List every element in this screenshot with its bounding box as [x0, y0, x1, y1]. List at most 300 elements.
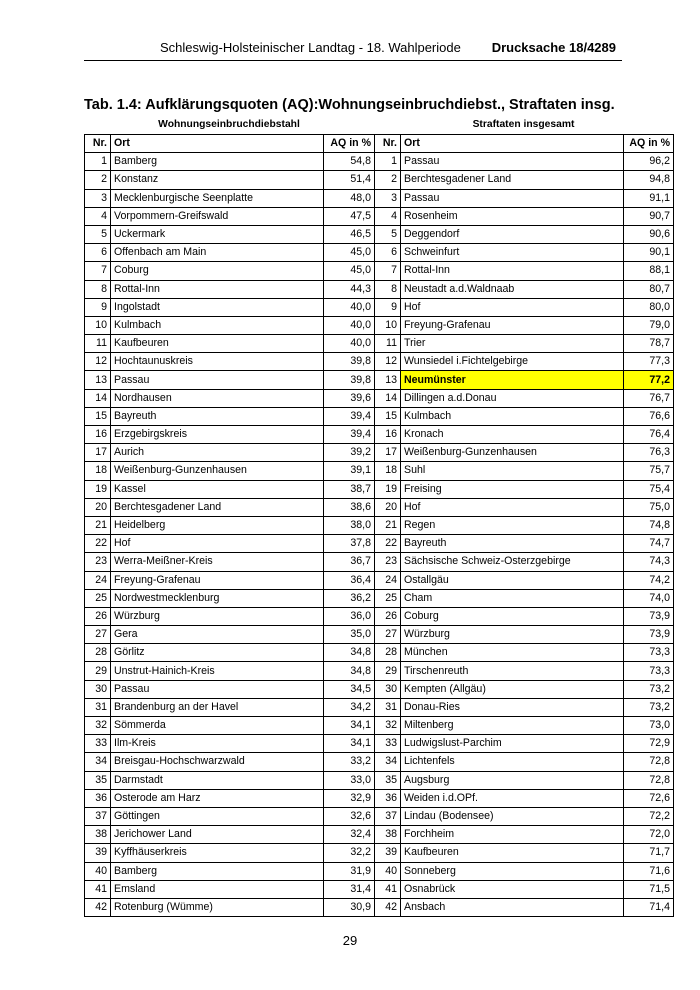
table-row: [85, 862, 674, 880]
cell-aq-right: 72,0: [624, 826, 674, 844]
cell-aq-right: 79,0: [624, 316, 674, 334]
cell-aq-right: 71,7: [624, 844, 674, 862]
table-row: [85, 225, 674, 243]
table-row: [85, 262, 674, 280]
cell-rank-left: 39: [85, 844, 111, 862]
cell-place-right: Coburg: [401, 607, 624, 625]
cell-place-left: Osterode am Harz: [111, 789, 324, 807]
cell-aq-right: 73,0: [624, 717, 674, 735]
cell-place-left: Vorpommern-Greifswald: [111, 207, 324, 225]
cell-place-right: Ansbach: [401, 898, 624, 916]
cell-aq-left: 38,7: [324, 480, 375, 498]
cell-place-right: Trier: [401, 335, 624, 353]
cell-place-right: Kulmbach: [401, 407, 624, 425]
cell-place-left: Rottal-Inn: [111, 280, 324, 298]
cell-rank-right: 3: [375, 189, 401, 207]
cell-rank-right: 37: [375, 807, 401, 825]
table-row: [85, 735, 674, 753]
cell-aq-left: 34,5: [324, 680, 375, 698]
cell-rank-right: 1: [375, 153, 401, 171]
cell-aq-left: 40,0: [324, 316, 375, 334]
cell-aq-left: 45,0: [324, 244, 375, 262]
cell-place-right: Passau: [401, 189, 624, 207]
cell-rank-left: 22: [85, 535, 111, 553]
cell-rank-right: 27: [375, 626, 401, 644]
cell-place-left: Berchtesgadener Land: [111, 498, 324, 516]
cell-place-left: Weißenburg-Gunzenhausen: [111, 462, 324, 480]
cell-rank-right: 15: [375, 407, 401, 425]
page-number: 29: [342, 933, 358, 948]
group-right-label: Straftaten insgesamt: [472, 119, 575, 130]
cell-aq-right: 76,4: [624, 426, 674, 444]
cell-place-right: Augsburg: [401, 771, 624, 789]
cell-place-left: Konstanz: [111, 171, 324, 189]
cell-rank-left: 8: [85, 280, 111, 298]
cell-rank-left: 4: [85, 207, 111, 225]
cell-place-right: Forchheim: [401, 826, 624, 844]
table-row: [85, 753, 674, 771]
cell-aq-right: 71,6: [624, 862, 674, 880]
cell-aq-right: 74,8: [624, 516, 674, 534]
cell-rank-left: 28: [85, 644, 111, 662]
cell-aq-right: 73,9: [624, 607, 674, 625]
cell-rank-left: 18: [85, 462, 111, 480]
cell-rank-right: 22: [375, 535, 401, 553]
header-rule: [84, 60, 622, 61]
cell-aq-left: 39,4: [324, 407, 375, 425]
cell-aq-left: 39,8: [324, 353, 375, 371]
table-body: [85, 153, 674, 917]
table-row: [85, 171, 674, 189]
cell-rank-right: 36: [375, 789, 401, 807]
cell-rank-left: 10: [85, 316, 111, 334]
cell-aq-right: 74,2: [624, 571, 674, 589]
cell-place-left: Rotenburg (Wümme): [111, 898, 324, 916]
cell-aq-right: 74,0: [624, 589, 674, 607]
table-row: [85, 335, 674, 353]
cell-rank-left: 33: [85, 735, 111, 753]
cell-aq-left: 39,2: [324, 444, 375, 462]
cell-place-right: Dillingen a.d.Donau: [401, 389, 624, 407]
cell-aq-left: 48,0: [324, 189, 375, 207]
running-title: Schleswig-Holsteinischer Landtag - 18. Wahlperiode: [160, 40, 461, 55]
table-row: [85, 444, 674, 462]
cell-rank-left: 29: [85, 662, 111, 680]
cell-place-left: Coburg: [111, 262, 324, 280]
cell-place-right: Tirschenreuth: [401, 662, 624, 680]
cell-place-right: Rottal-Inn: [401, 262, 624, 280]
cell-rank-left: 38: [85, 826, 111, 844]
cell-aq-left: 44,3: [324, 280, 375, 298]
cell-rank-right: 30: [375, 680, 401, 698]
col-header-aq-right: AQ in %: [624, 135, 674, 153]
cell-rank-right: 38: [375, 826, 401, 844]
cell-aq-right: 78,7: [624, 335, 674, 353]
cell-aq-left: 39,4: [324, 426, 375, 444]
cell-aq-left: 39,6: [324, 389, 375, 407]
cell-aq-left: 32,4: [324, 826, 375, 844]
cell-rank-left: 3: [85, 189, 111, 207]
cell-aq-right: 76,3: [624, 444, 674, 462]
cell-place-left: Passau: [111, 680, 324, 698]
cell-rank-right: 26: [375, 607, 401, 625]
cell-aq-left: 38,6: [324, 498, 375, 516]
cell-aq-right: 91,1: [624, 189, 674, 207]
cell-place-left: Mecklenburgische Seenplatte: [111, 189, 324, 207]
table-row: [85, 462, 674, 480]
cell-place-right: Osnabrück: [401, 880, 624, 898]
table-row: [85, 717, 674, 735]
cell-rank-left: 19: [85, 480, 111, 498]
cell-rank-right: 41: [375, 880, 401, 898]
cell-place-right: Schweinfurt: [401, 244, 624, 262]
table-row: [85, 498, 674, 516]
cell-aq-right: 77,2: [624, 371, 674, 389]
table-row: [85, 280, 674, 298]
cell-aq-left: 36,2: [324, 589, 375, 607]
col-header-ort-left: Ort: [111, 135, 324, 153]
cell-place-right: Wunsiedel i.Fichtelgebirge: [401, 353, 624, 371]
cell-rank-left: 16: [85, 426, 111, 444]
cell-aq-left: 40,0: [324, 335, 375, 353]
cell-aq-right: 88,1: [624, 262, 674, 280]
table-row: [85, 789, 674, 807]
table-row: [85, 298, 674, 316]
cell-rank-right: 33: [375, 735, 401, 753]
cell-aq-right: 72,9: [624, 735, 674, 753]
cell-place-left: Kulmbach: [111, 316, 324, 334]
table-row: [85, 316, 674, 334]
cell-place-left: Bayreuth: [111, 407, 324, 425]
cell-place-right: Freising: [401, 480, 624, 498]
cell-place-right: München: [401, 644, 624, 662]
cell-aq-left: 38,0: [324, 516, 375, 534]
table-row: [85, 698, 674, 716]
cell-place-right: Weißenburg-Gunzenhausen: [401, 444, 624, 462]
table-row: [85, 644, 674, 662]
table-row: [85, 371, 674, 389]
cell-place-left: Görlitz: [111, 644, 324, 662]
cell-rank-right: 29: [375, 662, 401, 680]
table-row: [85, 880, 674, 898]
cell-aq-left: 31,9: [324, 862, 375, 880]
cell-place-right: Ostallgäu: [401, 571, 624, 589]
cell-rank-right: 13: [375, 371, 401, 389]
cell-rank-left: 31: [85, 698, 111, 716]
table-row: [85, 607, 674, 625]
cell-aq-right: 74,7: [624, 535, 674, 553]
cell-aq-right: 90,1: [624, 244, 674, 262]
cell-aq-left: 36,0: [324, 607, 375, 625]
cell-place-left: Brandenburg an der Havel: [111, 698, 324, 716]
cell-place-left: Ilm-Kreis: [111, 735, 324, 753]
cell-place-left: Würzburg: [111, 607, 324, 625]
cell-rank-left: 17: [85, 444, 111, 462]
cell-aq-right: 76,7: [624, 389, 674, 407]
cell-aq-right: 71,5: [624, 880, 674, 898]
cell-rank-right: 14: [375, 389, 401, 407]
table-row: [85, 553, 674, 571]
cell-rank-right: 16: [375, 426, 401, 444]
cell-rank-right: 40: [375, 862, 401, 880]
cell-place-right: Miltenberg: [401, 717, 624, 735]
cell-aq-left: 34,1: [324, 717, 375, 735]
cell-place-right: Sächsische Schweiz-Osterzgebirge: [401, 553, 624, 571]
cell-rank-left: 6: [85, 244, 111, 262]
cell-aq-left: 30,9: [324, 898, 375, 916]
cell-place-right: Kempten (Allgäu): [401, 680, 624, 698]
cell-rank-left: 21: [85, 516, 111, 534]
cell-place-right: Kaufbeuren: [401, 844, 624, 862]
table-row: [85, 426, 674, 444]
cell-rank-right: 24: [375, 571, 401, 589]
ranking-table: [84, 134, 674, 917]
cell-place-right: Deggendorf: [401, 225, 624, 243]
cell-place-left: Uckermark: [111, 225, 324, 243]
cell-place-left: Göttingen: [111, 807, 324, 825]
cell-rank-right: 9: [375, 298, 401, 316]
cell-place-left: Ingolstadt: [111, 298, 324, 316]
cell-place-left: Erzgebirgskreis: [111, 426, 324, 444]
cell-place-right: Hof: [401, 498, 624, 516]
col-header-nr-right: Nr.: [375, 135, 401, 153]
cell-rank-left: 41: [85, 880, 111, 898]
cell-aq-left: 46,5: [324, 225, 375, 243]
cell-place-left: Nordhausen: [111, 389, 324, 407]
table-row: [85, 207, 674, 225]
cell-place-left: Hof: [111, 535, 324, 553]
table-row: [85, 571, 674, 589]
cell-rank-left: 24: [85, 571, 111, 589]
cell-rank-right: 7: [375, 262, 401, 280]
cell-place-right: Freyung-Grafenau: [401, 316, 624, 334]
table-row: [85, 516, 674, 534]
cell-rank-left: 15: [85, 407, 111, 425]
cell-place-left: Bamberg: [111, 153, 324, 171]
table-title: Tab. 1.4: Aufklärungsquoten (AQ):Wohnungseinbruchdiebst., Straftaten insg.: [84, 97, 615, 113]
cell-aq-right: 94,8: [624, 171, 674, 189]
cell-rank-left: 12: [85, 353, 111, 371]
cell-aq-right: 90,6: [624, 225, 674, 243]
table-row: [85, 771, 674, 789]
cell-place-left: Passau: [111, 371, 324, 389]
cell-rank-left: 36: [85, 789, 111, 807]
cell-place-left: Aurich: [111, 444, 324, 462]
cell-place-left: Offenbach am Main: [111, 244, 324, 262]
cell-aq-left: 35,0: [324, 626, 375, 644]
cell-place-left: Bamberg: [111, 862, 324, 880]
cell-aq-left: 51,4: [324, 171, 375, 189]
col-header-aq-left: AQ in %: [324, 135, 375, 153]
cell-place-left: Sömmerda: [111, 717, 324, 735]
cell-rank-right: 34: [375, 753, 401, 771]
cell-rank-right: 12: [375, 353, 401, 371]
cell-rank-left: 34: [85, 753, 111, 771]
cell-rank-right: 8: [375, 280, 401, 298]
cell-rank-left: 42: [85, 898, 111, 916]
document-number: Drucksache 18/4289: [491, 40, 616, 55]
cell-rank-right: 11: [375, 335, 401, 353]
cell-rank-right: 17: [375, 444, 401, 462]
cell-aq-left: 32,2: [324, 844, 375, 862]
col-header-ort-right: Ort: [401, 135, 624, 153]
cell-rank-right: 4: [375, 207, 401, 225]
table-row: [85, 153, 674, 171]
cell-rank-left: 7: [85, 262, 111, 280]
cell-aq-left: 34,2: [324, 698, 375, 716]
cell-aq-right: 96,2: [624, 153, 674, 171]
cell-rank-right: 20: [375, 498, 401, 516]
cell-aq-left: 39,1: [324, 462, 375, 480]
cell-rank-left: 32: [85, 717, 111, 735]
table-row: [85, 589, 674, 607]
cell-place-right: Neustadt a.d.Waldnaab: [401, 280, 624, 298]
cell-rank-left: 5: [85, 225, 111, 243]
table-row: [85, 807, 674, 825]
cell-aq-left: 32,9: [324, 789, 375, 807]
group-left-label: Wohnungseinbruchdiebstahl: [158, 119, 300, 130]
cell-place-right: Lichtenfels: [401, 753, 624, 771]
cell-aq-left: 47,5: [324, 207, 375, 225]
cell-rank-right: 18: [375, 462, 401, 480]
cell-place-right: Weiden i.d.OPf.: [401, 789, 624, 807]
cell-place-left: Gera: [111, 626, 324, 644]
cell-rank-left: 25: [85, 589, 111, 607]
cell-place-left: Kassel: [111, 480, 324, 498]
cell-rank-right: 23: [375, 553, 401, 571]
cell-aq-right: 77,3: [624, 353, 674, 371]
cell-rank-left: 26: [85, 607, 111, 625]
cell-place-left: Freyung-Grafenau: [111, 571, 324, 589]
cell-place-left: Nordwestmecklenburg: [111, 589, 324, 607]
cell-rank-right: 42: [375, 898, 401, 916]
cell-rank-left: 37: [85, 807, 111, 825]
cell-place-left: Werra-Meißner-Kreis: [111, 553, 324, 571]
cell-rank-right: 31: [375, 698, 401, 716]
cell-place-right: Neumünster: [401, 371, 624, 389]
cell-rank-right: 19: [375, 480, 401, 498]
table-row: [85, 189, 674, 207]
cell-aq-right: 80,0: [624, 298, 674, 316]
cell-place-right: Suhl: [401, 462, 624, 480]
cell-rank-right: 21: [375, 516, 401, 534]
cell-rank-left: 13: [85, 371, 111, 389]
table-row: [85, 389, 674, 407]
table-row: [85, 407, 674, 425]
cell-rank-left: 27: [85, 626, 111, 644]
cell-aq-right: 80,7: [624, 280, 674, 298]
cell-aq-right: 71,4: [624, 898, 674, 916]
cell-aq-left: 31,4: [324, 880, 375, 898]
table-row: [85, 480, 674, 498]
cell-place-right: Bayreuth: [401, 535, 624, 553]
cell-rank-right: 6: [375, 244, 401, 262]
cell-rank-right: 5: [375, 225, 401, 243]
cell-aq-left: 36,7: [324, 553, 375, 571]
cell-aq-left: 32,6: [324, 807, 375, 825]
cell-place-right: Passau: [401, 153, 624, 171]
table-row: [85, 898, 674, 916]
cell-aq-right: 72,8: [624, 753, 674, 771]
cell-place-left: Emsland: [111, 880, 324, 898]
table-row: [85, 826, 674, 844]
cell-rank-right: 32: [375, 717, 401, 735]
cell-place-right: Sonneberg: [401, 862, 624, 880]
cell-aq-left: 34,8: [324, 662, 375, 680]
cell-rank-left: 9: [85, 298, 111, 316]
column-groups: [84, 119, 673, 133]
cell-aq-right: 90,7: [624, 207, 674, 225]
cell-aq-left: 54,8: [324, 153, 375, 171]
cell-place-right: Regen: [401, 516, 624, 534]
cell-aq-right: 76,6: [624, 407, 674, 425]
cell-aq-right: 73,3: [624, 644, 674, 662]
cell-aq-right: 73,3: [624, 662, 674, 680]
cell-place-right: Kronach: [401, 426, 624, 444]
cell-rank-right: 39: [375, 844, 401, 862]
cell-aq-left: 45,0: [324, 262, 375, 280]
cell-place-left: Kaufbeuren: [111, 335, 324, 353]
cell-aq-right: 72,8: [624, 771, 674, 789]
cell-place-right: Würzburg: [401, 626, 624, 644]
cell-aq-left: 36,4: [324, 571, 375, 589]
cell-aq-right: 73,9: [624, 626, 674, 644]
cell-aq-right: 73,2: [624, 680, 674, 698]
cell-aq-left: 33,0: [324, 771, 375, 789]
cell-rank-left: 40: [85, 862, 111, 880]
cell-aq-right: 72,2: [624, 807, 674, 825]
table-row: [85, 844, 674, 862]
cell-rank-left: 2: [85, 171, 111, 189]
cell-place-left: Breisgau-Hochschwarzwald: [111, 753, 324, 771]
cell-place-right: Donau-Ries: [401, 698, 624, 716]
cell-aq-right: 73,2: [624, 698, 674, 716]
table-row: [85, 535, 674, 553]
cell-aq-left: 37,8: [324, 535, 375, 553]
cell-place-left: Heidelberg: [111, 516, 324, 534]
page-header: [84, 40, 622, 59]
cell-aq-right: 75,0: [624, 498, 674, 516]
cell-aq-right: 74,3: [624, 553, 674, 571]
cell-place-left: Hochtaunuskreis: [111, 353, 324, 371]
table-row: [85, 680, 674, 698]
cell-place-right: Rosenheim: [401, 207, 624, 225]
cell-aq-left: 39,8: [324, 371, 375, 389]
cell-place-left: Jerichower Land: [111, 826, 324, 844]
cell-rank-left: 30: [85, 680, 111, 698]
cell-rank-left: 11: [85, 335, 111, 353]
cell-aq-left: 40,0: [324, 298, 375, 316]
cell-rank-left: 35: [85, 771, 111, 789]
cell-rank-right: 35: [375, 771, 401, 789]
cell-aq-left: 33,2: [324, 753, 375, 771]
cell-rank-left: 23: [85, 553, 111, 571]
cell-place-right: Berchtesgadener Land: [401, 171, 624, 189]
cell-place-right: Ludwigslust-Parchim: [401, 735, 624, 753]
cell-rank-left: 20: [85, 498, 111, 516]
table-row: [85, 353, 674, 371]
cell-place-right: Cham: [401, 589, 624, 607]
cell-aq-left: 34,1: [324, 735, 375, 753]
header-row: [85, 135, 674, 153]
table-row: [85, 244, 674, 262]
cell-place-right: Lindau (Bodensee): [401, 807, 624, 825]
col-header-nr-left: Nr.: [85, 135, 111, 153]
cell-rank-left: 1: [85, 153, 111, 171]
table-row: [85, 662, 674, 680]
cell-rank-left: 14: [85, 389, 111, 407]
cell-rank-right: 25: [375, 589, 401, 607]
